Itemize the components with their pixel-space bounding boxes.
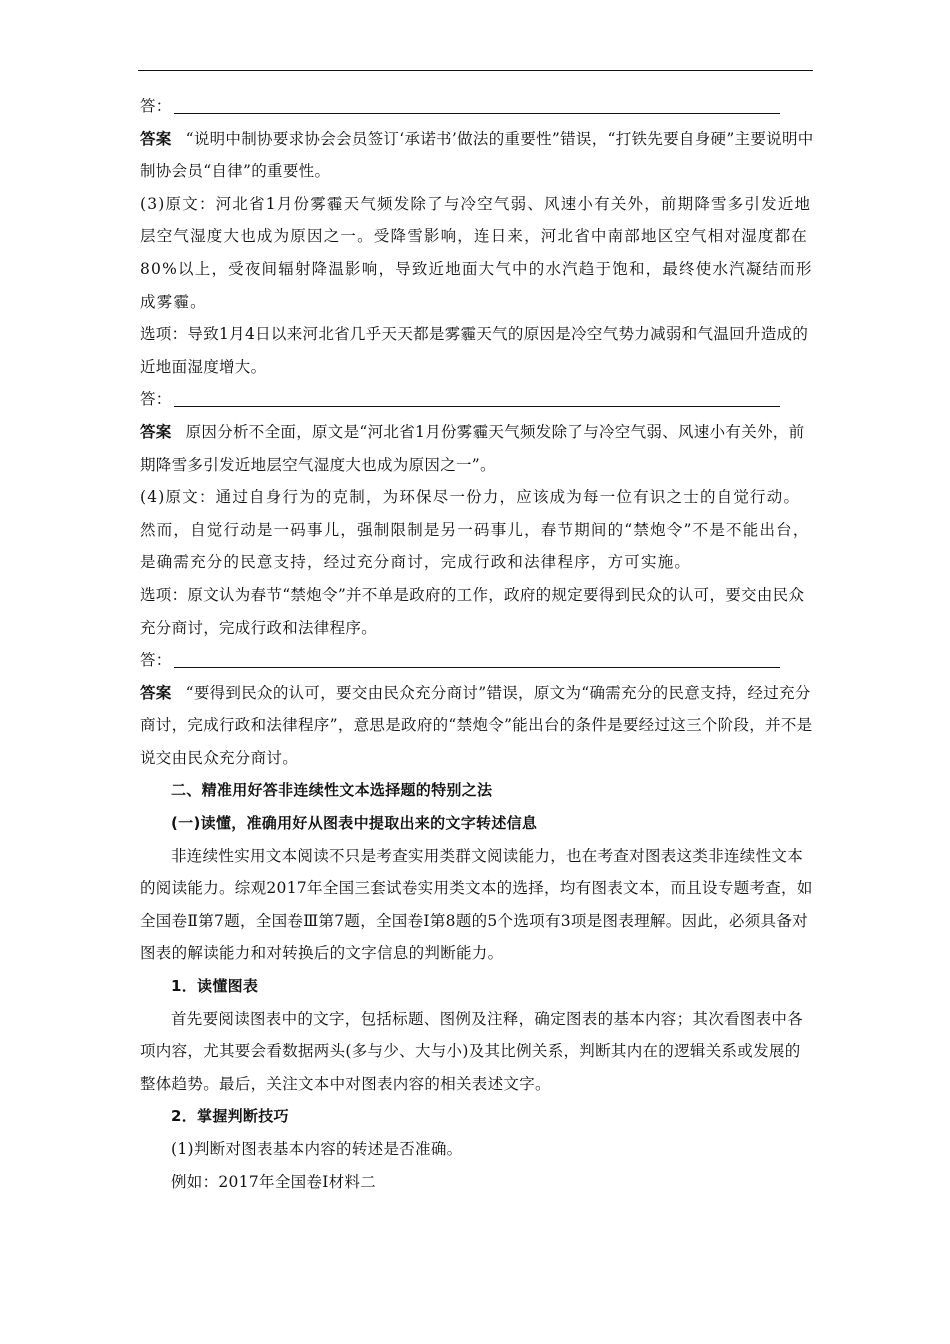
body-paragraph-4: 例如：2017年全国卷Ⅰ材料二 [171, 1172, 377, 1191]
quote-paragraph-3: (3)原文：河北省1月份雾霾天气频发除了与冷空气弱、风速小有关外，前期降雪多引发近地层空气湿度大也成为原因之一。受降雪影响，连日来，河北省中南部地区空气相对湿度都在80%以上，受夜间辐射降温影响，导致近地面大气中的水汽趋于饱和，最终使水汽凝结而形成雾霾。 [140, 194, 813, 311]
answer-tag: 答案 [140, 422, 172, 441]
answer-fill-line[interactable] [174, 386, 780, 407]
answer-paragraph-2 [140, 416, 816, 481]
blank-label: 答： [140, 97, 172, 115]
subsection-heading-1: (一)读懂，准确用好从图表中提取出来的文字转述信息 [171, 814, 538, 833]
option-paragraph-4: 选项：原文认为春节“禁炮令”并不单是政府的工作，政府的规定要得到民众的认可，要交由民众充分商讨，完成行政和法律程序。 [140, 585, 805, 637]
answer-blank-2 [140, 383, 816, 416]
answer-text: 原因分析不全面，原文是“河北省1月份雾霾天气频发除了与冷空气弱、风速小有关外，前期降雪多引发近地层空气湿度大也成为原因之一”。 [140, 422, 805, 474]
point-heading-1: 1．读懂图表 [171, 977, 259, 996]
answer-paragraph-1 [140, 123, 816, 188]
answer-tag: 答案 [140, 129, 172, 148]
answer-paragraph-3 [140, 677, 816, 775]
document-body [140, 90, 816, 1198]
answer-blank-1 [140, 90, 816, 123]
option-paragraph-3: 选项：导致1月4日以来河北省几乎天天都是雾霾天气的原因是冷空气势力减弱和气温回升造成的近地面湿度增大。 [140, 325, 809, 376]
answer-fill-line[interactable] [174, 93, 780, 114]
answer-fill-line[interactable] [174, 647, 780, 668]
body-paragraph-2: 首先要阅读图表中的文字，包括标题、图例及注释，确定图表的基本内容；其次看图表中各项内容，尤其要会看数据两头(多与少、大与小)及其比例关系，判断其内在的逻辑关系或发展的整体趋势。最后，关注文本中对图表内容的相关表述文字。 [140, 1009, 804, 1093]
answer-tag: 答案 [140, 683, 172, 702]
blank-label: 答： [140, 390, 172, 409]
answer-blank-3 [140, 644, 816, 677]
body-paragraph-3: (1)判断对图表基本内容的转述是否准确。 [171, 1140, 463, 1158]
section-heading-2: 二、精准用好答非连续性文本选择题的特别之法 [171, 781, 493, 800]
header-rule [138, 70, 813, 71]
point-heading-2: 2．掌握判断技巧 [171, 1107, 289, 1126]
body-paragraph-1: 非连续性实用文本阅读不只是考查实用类群文阅读能力，也在考查对图表这类非连续性文本的阅读能力。综观2017年全国三套试卷实用类文本的选择，均有图表文本，而且设专题考查，如全国卷Ⅱ第7题，全国卷Ⅲ第7题，全国卷Ⅰ第8题的5个选项有3项是图表理解。因此，必须具备对图表的解读能力和对转换后的文字信息的判断能力。 [140, 846, 813, 963]
blank-label: 答： [140, 651, 172, 670]
quote-paragraph-4: (4)原文：通过自身行为的克制，为环保尽一份力，应该成为每一位有识之士的自觉行动。然而，自觉行动是一码事儿，强制限制是另一码事儿，春节期间的“禁炮令”不是不能出台，是确需充分的民意支持，经过充分商讨，完成行政和法律程序，方可实施。 [140, 488, 810, 572]
answer-text: “说明中制协要求协会会员签订‘承诺书’做法的重要性”错误，“打铁先要自身硬”主要说明中制协会员“自律”的重要性。 [140, 129, 814, 181]
answer-text: “要得到民众的认可，要交由民众充分商讨”错误，原文为“确需充分的民意支持，经过充分商讨，完成行政和法律程序”，意思是政府的“禁炮令”能出台的条件是要经过这三个阶段，并不是说交由民众充分商讨。 [140, 683, 813, 767]
